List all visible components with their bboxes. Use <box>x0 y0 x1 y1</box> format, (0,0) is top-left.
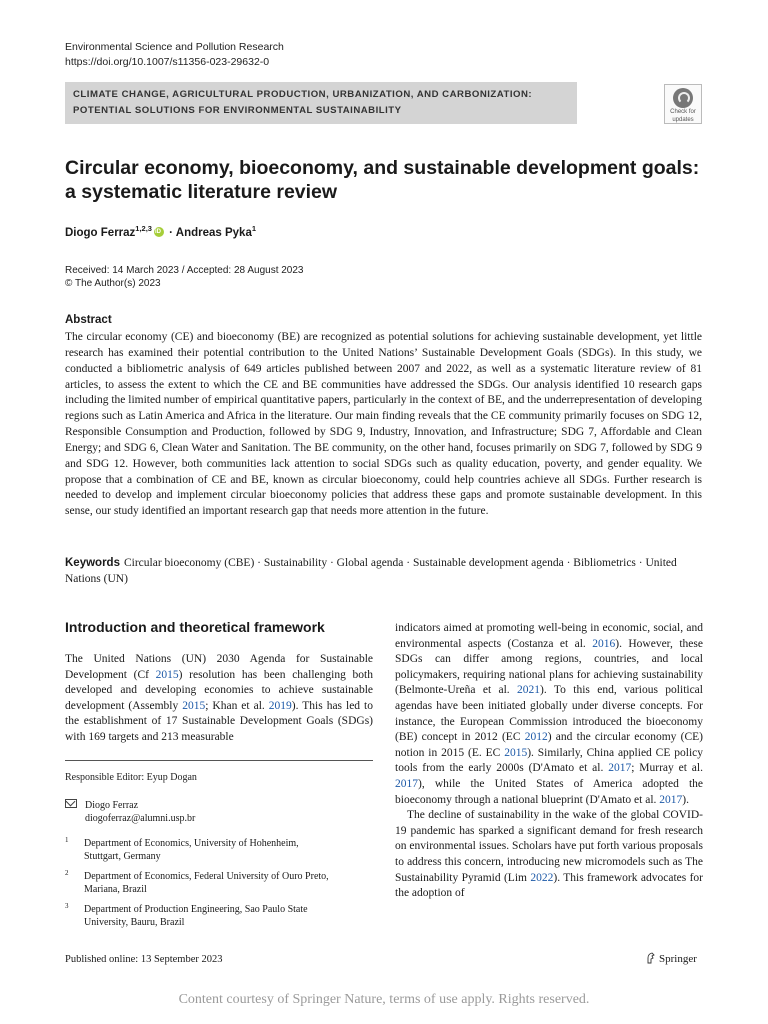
intro-paragraph-left <box>65 652 373 746</box>
text-run: indicators aimed at promoting well-being in economic, social, and environmental aspects (Costanza et al. <box>395 622 703 650</box>
intro-paragraph-right-1 <box>395 621 703 808</box>
section-heading: Introduction and theoretical framework <box>65 619 325 635</box>
journal-doi[interactable]: https://doi.org/10.1007/s11356-023-29632-0 <box>65 56 270 68</box>
text-run: The decline of sustainability in the wake of the global COVID-19 pandemic has sparked a significant demand for fresh research on environmental issues. Scholars have put forth various proposals to address this concern, introducing new micromodels such as The Sustainability Pyramid (Lim <box>395 809 703 884</box>
affiliation-line: University, Bauru, Brazil <box>84 917 185 928</box>
update-icon <box>673 88 693 108</box>
affiliation-number: 1 <box>65 836 69 844</box>
springer-horse-icon <box>646 952 656 964</box>
affiliation-number: 2 <box>65 869 69 877</box>
citation-link[interactable]: 2021 <box>517 684 541 697</box>
keywords <box>65 556 705 587</box>
affiliation-line: Stuttgart, Germany <box>84 851 161 862</box>
banner-line-1: CLIMATE CHANGE, AGRICULTURAL PRODUCTION, URBANIZATION, AND CARBONIZATION: <box>73 89 533 100</box>
text-run: ). This framework advocates for the adoption of <box>395 871 704 900</box>
citation-link[interactable]: 2016 <box>592 637 616 650</box>
check-for-updates-button[interactable] <box>664 84 702 124</box>
citation-link[interactable]: 2015 <box>504 746 528 759</box>
author-1-affil: 1,2,3 <box>135 224 152 233</box>
citation-link[interactable]: 2017 <box>395 777 418 790</box>
check-updates-line-2: updates <box>672 116 694 123</box>
check-updates-line-1: Check for <box>670 109 696 115</box>
text-run: ; Khan et al. <box>205 699 269 712</box>
intro-column-right <box>395 621 703 902</box>
text-run: ) and the circular economy (CE) notion in 2015 (E. EC <box>395 731 703 759</box>
affiliation-line: Department of Production Engineering, Sao Paulo State <box>84 904 308 915</box>
citation-link[interactable]: 2012 <box>524 731 548 744</box>
text-run: ), while the United States of America adopted the bioeconomy through a national blueprint (D'Amato et al. <box>395 777 703 806</box>
abstract-heading: Abstract <box>65 314 112 326</box>
author-list <box>65 224 256 239</box>
text-run: ). To this end, various political agendas have been initiated globally under diverse concepts. For instance, the European Commission introduced the bioeconomy (BE) concept in 2012 (EC <box>395 684 703 744</box>
citation-link[interactable]: 2022 <box>530 871 554 884</box>
text-run: ) resolution has been challenging both developed and developing economies to achieve sustainable development (Assembly <box>65 668 373 712</box>
affiliation-number: 3 <box>65 902 69 910</box>
envelope-icon <box>65 799 77 808</box>
keywords-label: Keywords <box>65 557 120 569</box>
footnote-divider <box>65 760 373 761</box>
journal-header <box>65 40 284 70</box>
affiliation-1 <box>65 837 365 863</box>
title-line-1: Circular economy, bioeconomy, and sustainable development goals: <box>65 157 700 179</box>
publisher-logo <box>646 952 697 965</box>
orcid-icon[interactable] <box>154 227 164 237</box>
corresponding-author <box>65 799 195 825</box>
citation-link[interactable]: 2015 <box>182 699 206 712</box>
text-run: ; Murray et al. <box>631 762 703 775</box>
affiliation-line: Department of Economics, University of Hohenheim, <box>84 838 299 849</box>
author-separator: · <box>165 226 176 239</box>
text-run: ). This has led to the establishment of 17 Sustainable Development Goals (SDGs) with 169 targets and 213 measurable <box>65 699 373 743</box>
text-run: The United Nations (UN) 2030 Agenda for Sustainable Development (Cf <box>65 653 373 681</box>
citation-link[interactable]: 2017 <box>659 793 683 806</box>
published-online: Published online: 13 September 2023 <box>65 954 223 965</box>
article-dates <box>65 264 304 290</box>
citation-link[interactable]: 2015 <box>155 668 179 681</box>
author-1-name[interactable]: Diogo Ferraz <box>65 226 136 239</box>
text-run: ). Similarly, China applied CE policy tools from the early 2000s (D'Amato et al. <box>395 746 703 775</box>
keywords-text: Circular bioeconomy (CBE) · Sustainability · Global agenda · Sustainable development agenda · Bibliometrics · United Nations (UN) <box>65 557 677 585</box>
text-run: ). <box>682 793 689 806</box>
affiliation-2 <box>65 870 365 896</box>
received-accepted: Received: 14 March 2023 / Accepted: 28 August 2023 <box>65 265 304 276</box>
title-line-2: a systematic literature review <box>65 181 338 203</box>
banner-line-2: POTENTIAL SOLUTIONS FOR ENVIRONMENTAL SUSTAINABILITY <box>73 105 402 116</box>
affiliation-line: Mariana, Brazil <box>84 884 147 895</box>
corresponding-email[interactable]: diogoferraz@alumni.usp.br <box>85 813 196 824</box>
author-2-name[interactable]: Andreas Pyka <box>175 226 252 239</box>
responsible-editor: Responsible Editor: Eyup Dogan <box>65 772 197 783</box>
affiliation-line: Department of Economics, Federal University of Ouro Preto, <box>84 871 329 882</box>
affiliation-3 <box>65 903 365 929</box>
topical-collection-banner <box>65 82 577 124</box>
publisher-name: Springer <box>659 953 697 965</box>
author-2-affil: 1 <box>251 224 257 233</box>
copyright: © The Author(s) 2023 <box>65 278 161 289</box>
corresponding-name: Diogo Ferraz <box>85 800 139 811</box>
courtesy-notice: Content courtesy of Springer Nature, terms of use apply. Rights reserved. <box>178 992 590 1007</box>
article-title <box>65 156 705 204</box>
journal-name: Environmental Science and Pollution Research <box>65 41 284 53</box>
abstract-text: The circular economy (CE) and bioeconomy (BE) are recognized as potential solutions for achieving sustainable development, yet little research has examined their potential contribution to the United Nations’ Sustainable Development Goals (SDGs). In this study, we conducted a bibliometric analysis of 649 articles published between 2007 and 2022, as well as a systematic literature review of 81 articles, to assess the extent to which the CE and BE communities have addressed the SDGs. Our analysis identified 10 research gaps including the limited number of empirical quantitative papers, particularly in the context of BE, and the underrepresentation of developing regions such as Latin America and Africa in the literature. Our main finding reveals that the CE community primarily focuses on SDG 12, Responsible Consumption and Production, followed by SDG 9, Industry, Innovation, and Infrastructure; SDG 7, Affordable and Clean Energy; and SDG 6, Clean Water and Sanitation. The BE community, on the other hand, focuses primarily on SDG 7, followed by SDG 9 and SDG 12. However, both communities lack attention to social SDGs such as quality education, poverty, and gender equality. We propose that a combination of CE and BE, known as circular bioeconomy, could help countries achieve all SDGs. Further research is needed to develop and implement circular bioeconomy policies that address these gaps and promote sustainable development. In this sense, our study identified an important research gap that needs more attention in the future. <box>65 331 702 518</box>
text-run: ). However, these SDGs can differ among regions, countries, and local policymakers, requiring national plans for achieving sustainability (Belmonte-Ureña et al. <box>395 637 703 697</box>
citation-link[interactable]: 2019 <box>268 699 292 712</box>
intro-paragraph-right-2 <box>395 808 703 902</box>
citation-link[interactable]: 2017 <box>608 762 632 775</box>
